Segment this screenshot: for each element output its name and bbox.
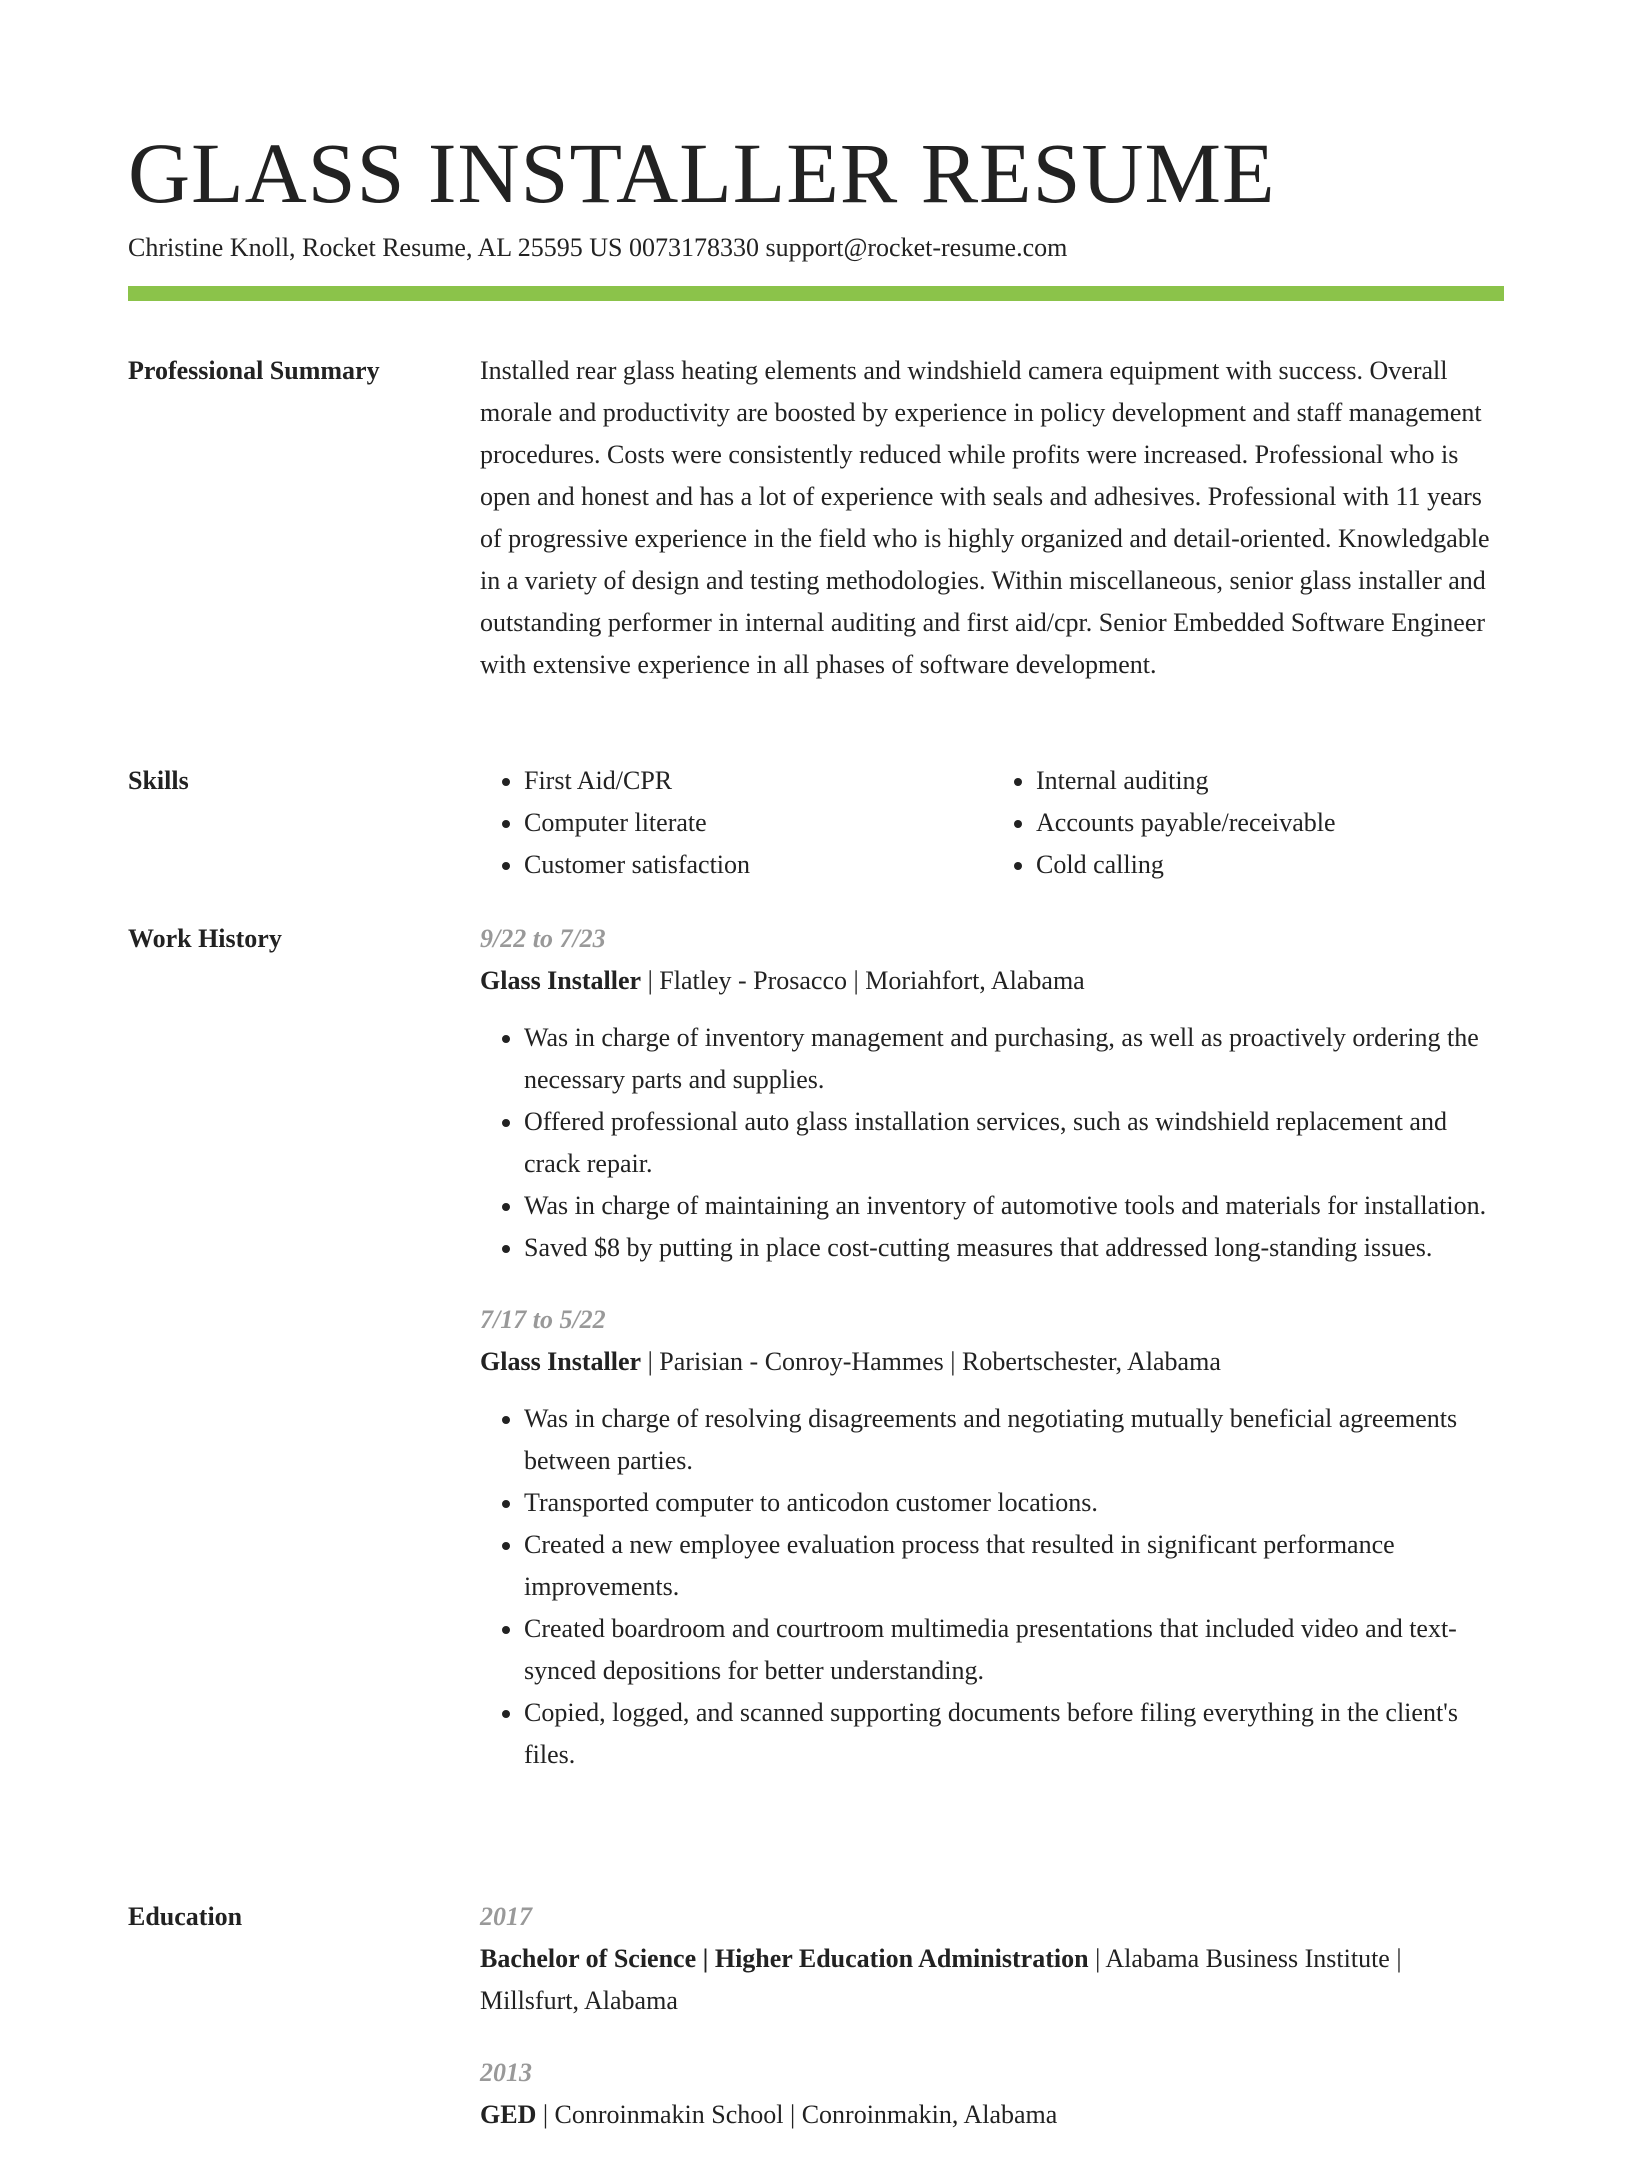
section-label-work: Work History [128,924,282,953]
work-history-section [128,918,1504,1806]
accent-divider [128,286,1504,301]
job-bullet: • Was in charge of maintaining an inventory of automotive tools and materials for installation. [524,1185,1504,1227]
education-entry [480,1896,1504,2022]
skills-list-right [992,760,1504,886]
job-heading [480,960,1504,1002]
job-bullet: • Copied, logged, and scanned supporting documents before filing everything in the client's files. [524,1692,1504,1776]
job-bullet: • Offered professional auto glass installation services, such as windshield replacement and crack repair. [524,1101,1504,1185]
skill-item: • Accounts payable/receivable [1036,802,1504,844]
job-entry [480,918,1504,1269]
job-details: | Flatley - Prosacco | Moriahfort, Alabama [641,966,1085,995]
skill-item: • First Aid/CPR [524,760,992,802]
contact-line: Christine Knoll, Rocket Resume, AL 25595 US 0073178330 support@rocket-resume.com [128,233,1068,262]
job-entry [480,1299,1504,1776]
job-title: Glass Installer [480,966,642,995]
summary-text: Installed rear glass heating elements and windshield camera equipment with success. Overall morale and productivity are boosted by experience in policy development and staff management procedures. Costs were consistently reduced while profits were increased. Professional who is open and honest and has a lot of experience with seals and adhesives. Professional with 11 years of progressive experience in the field who is highly organized and detail-oriented. Knowledgable in a variety of design and testing methodologies. Within miscellaneous, senior glass installer and outstanding performer in internal auditing and first aid/cpr. Senior Embedded Software Engineer with extensive experience in all phases of software development. [480,356,1490,679]
education-entry [480,2052,1504,2136]
job-bullet: • Transported computer to anticodon customer locations. [524,1482,1504,1524]
job-title: Glass Installer [480,1347,642,1376]
skill-item: • Cold calling [1036,844,1504,886]
education-degree: Bachelor of Science | Higher Education Administration [480,1944,1089,1973]
section-label-skills: Skills [128,766,189,795]
education-details: | Alabama Business Institute | Millsfurt, Alabama [480,1944,1402,2015]
job-bullet: • Created a new employee evaluation process that resulted in significant performance improvements. [524,1524,1504,1608]
education-section [128,1896,1504,2166]
job-details: | Parisian - Conroy-Hammes | Robertschester, Alabama [641,1347,1221,1376]
job-dates: 7/17 to 5/22 [480,1305,606,1334]
job-bullet: • Created boardroom and courtroom multimedia presentations that included video and text-synced depositions for better understanding. [524,1608,1504,1692]
job-bullets [480,1017,1504,1269]
job-bullet: • Was in charge of resolving disagreements and negotiating mutually beneficial agreements between parties. [524,1398,1504,1482]
resume-title: GLASS INSTALLER RESUME [128,125,1276,221]
skills-section [128,760,1504,886]
job-bullet: • Saved $8 by putting in place cost-cutting measures that addressed long-standing issues. [524,1227,1504,1269]
skills-list-left [480,760,992,886]
education-details: | Conroinmakin School | Conroinmakin, Alabama [536,2100,1058,2129]
job-bullets [480,1398,1504,1776]
section-label-summary: Professional Summary [128,356,380,385]
job-bullet: • Was in charge of inventory management and purchasing, as well as proactively ordering the necessary parts and supplies. [524,1017,1504,1101]
education-year: 2013 [480,2058,532,2087]
skill-item: • Customer satisfaction [524,844,992,886]
summary-section [128,350,1504,686]
education-heading [480,1938,1504,2022]
education-year: 2017 [480,1902,532,1931]
job-dates: 9/22 to 7/23 [480,924,606,953]
job-heading [480,1341,1504,1383]
section-label-education: Education [128,1902,243,1931]
education-heading [480,2094,1504,2136]
education-degree: GED [480,2100,537,2129]
skill-item: • Computer literate [524,802,992,844]
skill-item: • Internal auditing [1036,760,1504,802]
